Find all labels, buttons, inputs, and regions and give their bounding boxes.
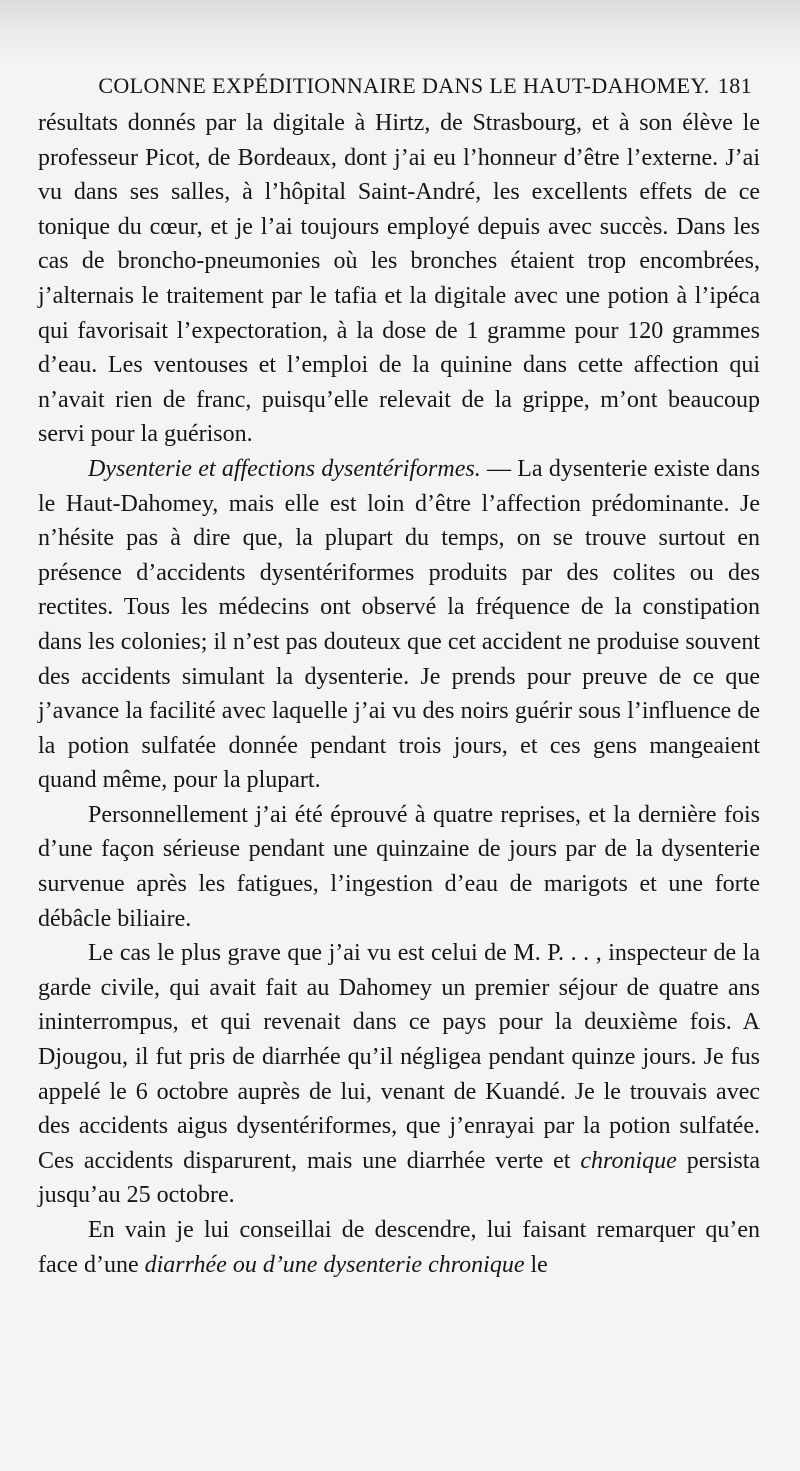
scan-shading <box>0 0 800 60</box>
book-page <box>38 66 760 1282</box>
body-text <box>38 106 760 1282</box>
paragraph-5-text-a: En vain je lui conseillai de descendre, lui faisant remarquer qu’en face d’une <box>38 1217 760 1278</box>
page-number: 181 <box>717 73 752 98</box>
running-header <box>38 66 760 106</box>
paragraph-1: résultats donnés par la digitale à Hirtz, de Strasbourg, et à son élève le professeur Picot, de Bordeaux, dont j’ai eu l’honneur d’être l’externe. J’ai vu dans ses salles, à l’hôpital Saint-André, les excellents effets de ce tonique du cœur, et je l’ai toujours employé depuis avec succès. Dans les cas de broncho-pneumonies où les bronches étaient trop encombrées, j’alternais le traitement par le tafia et la digitale avec une potion à l’ipéca qui favorisait l’expectoration, à la dose de 1 gramme pour 120 grammes d’eau. Les ventouses et l’emploi de la quinine dans cette affection qui n’avait rien de franc, puisqu’elle relevait de la grippe, m’ont beaucoup servi pour la guérison. <box>38 110 760 448</box>
paragraph-3: Personnellement j’ai été éprouvé à quatre reprises, et la dernière fois d’une façon sérieuse pendant une quinzaine de jours par de la dysenterie survenue après les fatigues, l’ingestion d’eau de marigots et une forte débâcle biliaire. <box>38 801 760 932</box>
running-title: COLONNE EXPÉDITIONNAIRE DANS LE HAUT-DAHOMEY. <box>98 73 710 98</box>
paragraph-dysenterie-text: — La dysenterie existe dans le Haut-Dahomey, mais elle est loin d’être l’affection prédominante. Je n’hésite pas à dire que, la plupart du temps, on se trouve surtout en présence d’accidents dysentériformes produits par des colites ou des rectites. Tous les médecins ont observé la fréquence de la constipation dans les colonies; il n’est pas douteux que cet accident ne produise souvent des accidents simulant la dysenterie. Je prends pour preuve de ce que j’avance la facilité avec laquelle j’ai vu des noirs guérir sous l’influence de la potion sulfatée donnée pendant trois jours, et ces gens mangeaient quand même, pour la plupart. <box>38 455 760 794</box>
paragraph-4-text-b: persista jusqu’au 25 octobre. <box>38 1147 761 1209</box>
paragraph-5-text-b: le <box>524 1251 548 1278</box>
paragraph-5 <box>38 1213 760 1282</box>
paragraph-dysenterie <box>38 452 760 798</box>
paragraph-4 <box>38 936 760 1213</box>
paragraph-4-emphasis: chronique <box>580 1147 677 1174</box>
paragraph-5-emphasis: diarrhée ou d’une dysenterie chronique <box>144 1251 525 1278</box>
paragraph-4-text-a: Le cas le plus grave que j’ai vu est celui de M. P. . . , inspecteur de la garde civile, qui avait fait au Dahomey un premier séjour de quatre ans ininterrompus, et qui revenait dans ce pays pour la deuxième fois. A Djougou, il fut pris de diarrhée qu’il négligea pendant quinze jours. Je fus appelé le 6 octobre auprès de lui, venant de Kuandé. Je le trouvais avec des accidents aigus dysentériformes, que j’enrayai par la potion sulfatée. Ces accidents disparurent, mais une diarrhée verte et <box>38 940 760 1174</box>
section-heading-dysenterie: Dysenterie et affections dysentériformes. <box>88 455 481 482</box>
